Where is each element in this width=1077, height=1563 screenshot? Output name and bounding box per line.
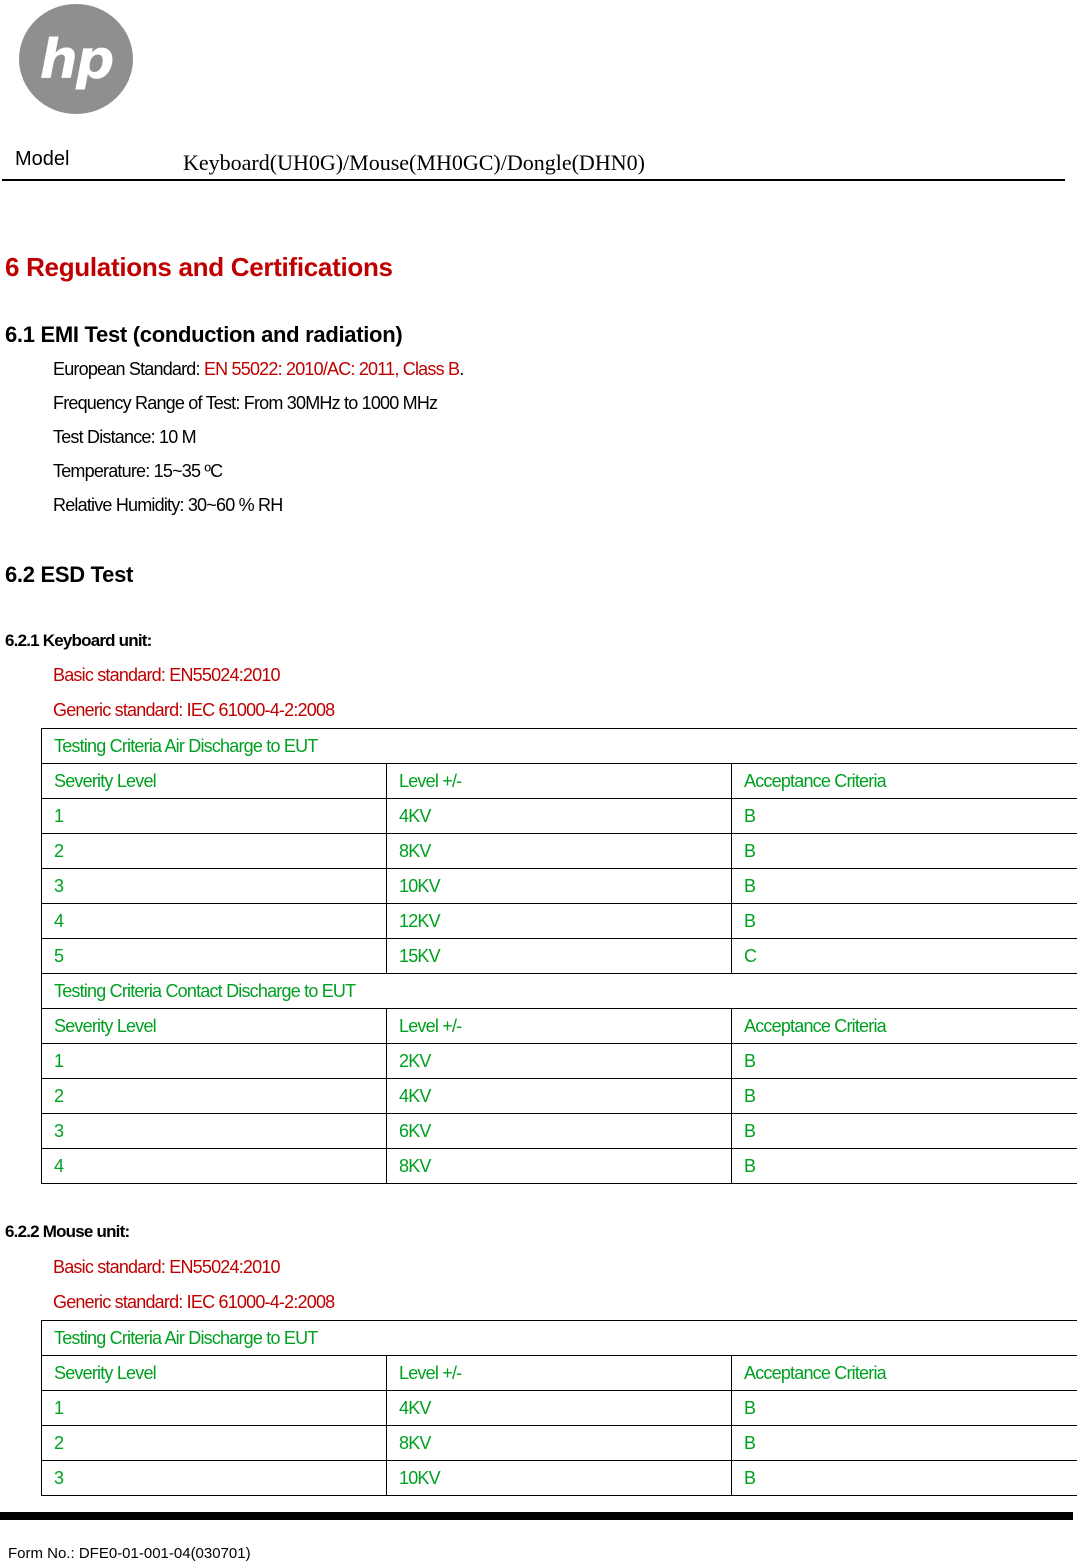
table-row	[42, 1044, 1077, 1079]
table-cell: 2	[42, 1079, 387, 1114]
table-header-row	[42, 1009, 1077, 1044]
table-cell: 1	[42, 799, 387, 834]
table-row	[42, 1149, 1077, 1184]
table-cell: 4KV	[387, 1079, 732, 1114]
header-cell: Level +/-	[387, 1356, 732, 1391]
section-6-title: 6 Regulations and Certifications	[5, 252, 393, 282]
header-cell: Severity Level	[42, 1356, 387, 1391]
table-cell: 8KV	[387, 1426, 732, 1461]
table-row	[42, 799, 1077, 834]
table-cell: B	[732, 1391, 1077, 1426]
table-cell: B	[732, 869, 1077, 904]
form-number: Form No.: DFE0-01-001-04(030701)	[8, 1545, 251, 1562]
keyboard-air-caption: Testing Criteria Air Discharge to EUT	[42, 729, 1077, 764]
keyboard-unit-title: 6.2.1 Keyboard unit:	[5, 631, 152, 650]
header-cell: Level +/-	[387, 1009, 732, 1044]
keyboard-contact-caption: Testing Criteria Contact Discharge to EUT	[42, 974, 1077, 1009]
table-cell: 2	[42, 1426, 387, 1461]
header-cell: Acceptance Criteria	[732, 1009, 1077, 1044]
table-row	[42, 834, 1077, 869]
mouse-air-caption: Testing Criteria Air Discharge to EUT	[42, 1321, 1077, 1356]
table-row	[42, 939, 1077, 974]
header-cell: Severity Level	[42, 764, 387, 799]
table-cell: 3	[42, 869, 387, 904]
keyboard-esd-table	[41, 728, 1077, 1184]
table-cell: 15KV	[387, 939, 732, 974]
table-cell: B	[732, 1149, 1077, 1184]
header-cell: Level +/-	[387, 764, 732, 799]
table-cell: 1	[42, 1391, 387, 1426]
header-cell: Acceptance Criteria	[732, 764, 1077, 799]
relative-humidity: Relative Humidity: 30~60 % RH	[53, 495, 283, 515]
table-cell: 12KV	[387, 904, 732, 939]
european-standard-suffix: .	[459, 359, 464, 379]
footer-divider	[0, 1512, 1073, 1520]
table-cell: 10KV	[387, 1461, 732, 1496]
table-row	[42, 1079, 1077, 1114]
section-6-2-title: 6.2 ESD Test	[5, 562, 134, 587]
header-divider	[2, 179, 1065, 181]
model-label: Model	[15, 148, 70, 170]
table-cell: B	[732, 1461, 1077, 1496]
table-cell: B	[732, 1426, 1077, 1461]
table-cell: C	[732, 939, 1077, 974]
header-cell: Severity Level	[42, 1009, 387, 1044]
table-row	[42, 904, 1077, 939]
keyboard-basic-standard: Basic standard: EN55024:2010	[53, 665, 280, 685]
table-cell: 8KV	[387, 834, 732, 869]
table-cell: B	[732, 1114, 1077, 1149]
hp-logo-text: hp	[39, 28, 113, 91]
model-value: Keyboard(UH0G)/Mouse(MH0GC)/Dongle(DHN0)	[183, 150, 645, 175]
table-row	[42, 869, 1077, 904]
table-cell: B	[732, 1044, 1077, 1079]
table-cell: 5	[42, 939, 387, 974]
table-row	[42, 1114, 1077, 1149]
table-cell: 4	[42, 1149, 387, 1184]
table-cell: 2KV	[387, 1044, 732, 1079]
test-distance: Test Distance: 10 M	[53, 427, 196, 447]
table-header-row	[42, 764, 1077, 799]
table-cell: 10KV	[387, 869, 732, 904]
header-cell: Acceptance Criteria	[732, 1356, 1077, 1391]
table-row	[42, 1391, 1077, 1426]
section-6-1-title: 6.1 EMI Test (conduction and radiation)	[5, 322, 403, 347]
mouse-basic-standard: Basic standard: EN55024:2010	[53, 1257, 280, 1277]
table-caption-row	[42, 729, 1077, 764]
table-row	[42, 1461, 1077, 1496]
table-cell: B	[732, 834, 1077, 869]
table-row	[42, 1426, 1077, 1461]
table-caption-row	[42, 1321, 1077, 1356]
table-cell: 8KV	[387, 1149, 732, 1184]
mouse-esd-table	[41, 1320, 1077, 1496]
frequency-range: Frequency Range of Test: From 30MHz to 1000 MHz	[53, 393, 438, 413]
european-standard-prefix: European Standard:	[53, 359, 204, 379]
table-cell: 1	[42, 1044, 387, 1079]
hp-logo	[16, 2, 136, 116]
table-cell: B	[732, 1079, 1077, 1114]
mouse-unit-title: 6.2.2 Mouse unit:	[5, 1222, 130, 1241]
temperature: Temperature: 15~35 ºC	[53, 461, 223, 481]
table-cell: 4KV	[387, 799, 732, 834]
table-cell: B	[732, 904, 1077, 939]
table-cell: 3	[42, 1461, 387, 1496]
european-standard-value: EN 55022: 2010/AC: 2011, Class B	[203, 359, 460, 379]
table-cell: 3	[42, 1114, 387, 1149]
table-cell: 4	[42, 904, 387, 939]
keyboard-generic-standard: Generic standard: IEC 61000-4-2:2008	[53, 700, 335, 720]
table-header-row	[42, 1356, 1077, 1391]
table-cell: B	[732, 799, 1077, 834]
table-cell: 4KV	[387, 1391, 732, 1426]
mouse-generic-standard: Generic standard: IEC 61000-4-2:2008	[53, 1292, 335, 1312]
table-cell: 2	[42, 834, 387, 869]
table-cell: 6KV	[387, 1114, 732, 1149]
european-standard-line	[53, 359, 463, 380]
table-caption-row	[42, 974, 1077, 1009]
